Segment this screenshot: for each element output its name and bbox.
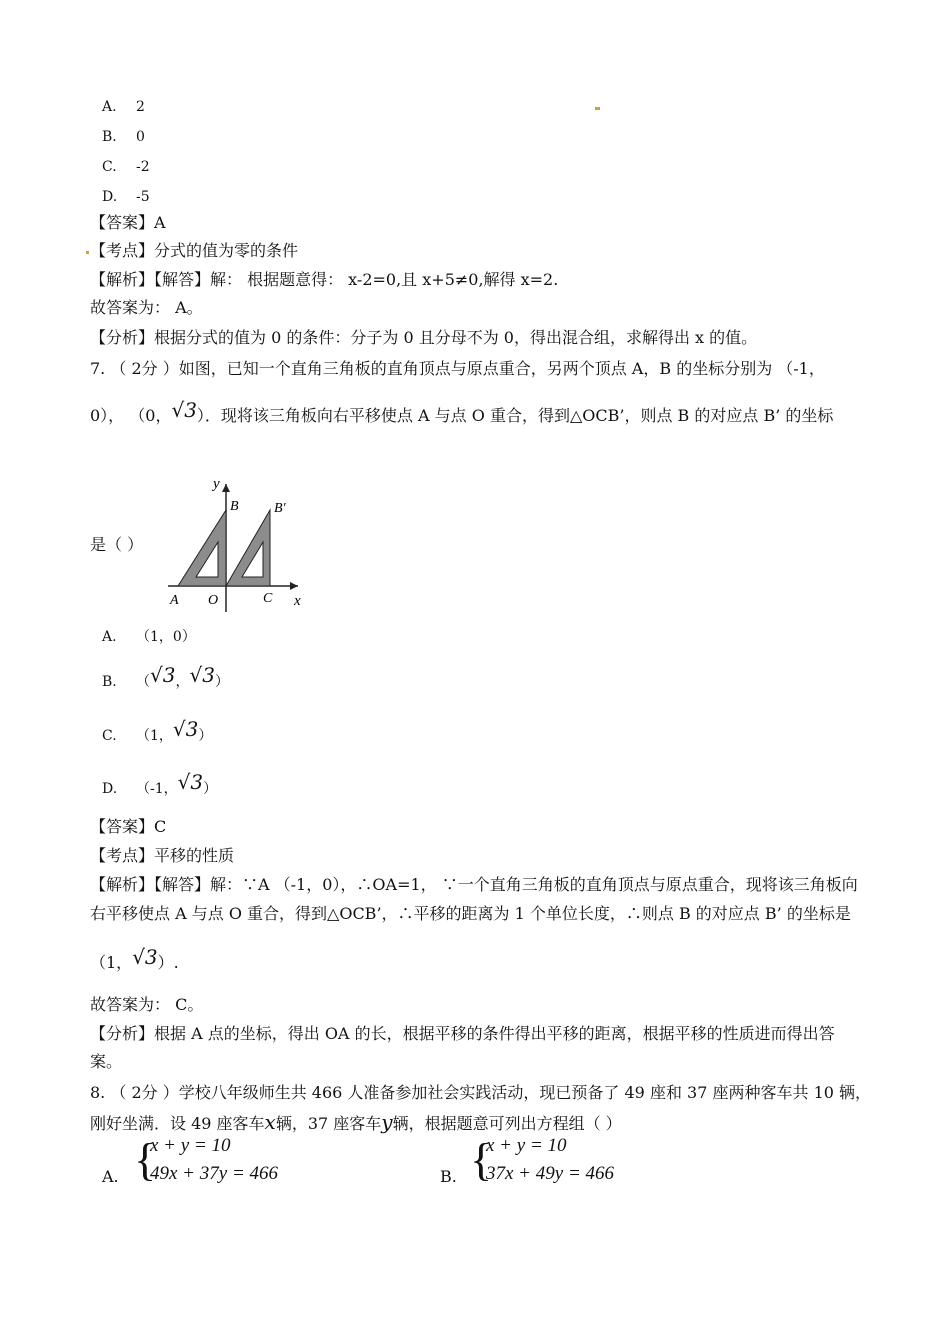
label-o: O	[208, 593, 219, 608]
label-x: x	[294, 593, 301, 609]
q6-option-b: B. 0	[102, 129, 145, 145]
q7-analysis-line3: （1，√3）.	[90, 945, 179, 972]
q7-topic: 【考点】平移的性质	[90, 846, 235, 865]
radical-sqrt3: √3	[177, 770, 204, 794]
q8-option-b-letter: B.	[440, 1167, 457, 1186]
q6-option-d: D. -5	[102, 189, 150, 205]
label-b: B	[230, 499, 239, 514]
q7-option-b: B. （√3，√3）	[102, 663, 229, 690]
brace-icon: {	[470, 1134, 493, 1185]
q8-option-a-letter: A.	[102, 1167, 119, 1186]
q7-option-c: C. （1，√3）	[102, 717, 213, 744]
radical-sqrt3: √3	[171, 398, 197, 422]
q6-conclusion: 故答案为： A。	[90, 298, 203, 317]
y-axis-arrow-icon	[222, 484, 230, 492]
q7-conclusion: 故答案为： C。	[90, 995, 204, 1014]
q7-stem-line3: 是（ ）	[90, 535, 144, 554]
q6-analysis: 【解析】【解答】解： 根据题意得： x-2=0,且 x+5≠0,解得 x=2.	[90, 270, 559, 289]
scan-dot	[86, 251, 89, 254]
label-a: A	[170, 593, 179, 608]
x-axis-arrow-icon	[290, 582, 298, 590]
q8-option-a-equations	[136, 1132, 278, 1188]
q6-answer: 【答案】A	[90, 213, 166, 232]
q8-option-a-eq2: 49x + 37y = 466	[150, 1163, 279, 1184]
brace-icon: {	[134, 1134, 157, 1185]
q7-option-a: A. （1，0）	[102, 629, 196, 645]
q7-summary-line1: 【分析】根据 A 点的坐标，得出 OA 的长，根据平移的条件得出平移的距离，根据平移的性质进而得出答	[90, 1024, 835, 1043]
label-b-prime: B′	[274, 501, 286, 516]
q8-stem-line1: 8. （ 2分 ）学校八年级师生共 466 人准备参加社会实践活动，现已预备了 49 座和 37 座两种客车共 10 辆，	[90, 1083, 872, 1102]
radical-sqrt3: √3	[132, 945, 158, 969]
q8-option-a-eq1: x + y = 10	[150, 1135, 231, 1156]
q6-option-c: C. -2	[102, 159, 150, 175]
q6-topic: 【考点】分式的值为零的条件	[90, 241, 299, 260]
q8-option-b-eq2: 37x + 49y = 466	[486, 1163, 615, 1184]
label-c: C	[263, 591, 273, 606]
label-y: y	[213, 476, 220, 492]
scan-dot	[595, 107, 600, 110]
q7-analysis-line2: 右平移使点 A 与点 O 重合，得到△OCB’，∴平移的距离为 1 个单位长度，∴则点 B 的对应点 B’ 的坐标是	[90, 904, 851, 923]
q7-triangle-figure	[160, 470, 310, 615]
q7-option-d: D. （-1，√3）	[102, 770, 218, 797]
q6-option-a: A. 2	[102, 99, 145, 115]
q7-answer: 【答案】C	[90, 817, 167, 836]
q8-option-b-equations	[472, 1132, 614, 1188]
q7-summary-line2: 案。	[90, 1052, 123, 1071]
radical-sqrt3: √3	[189, 663, 215, 687]
q8-stem-line2: 刚好坐满．设 49 座客车x辆，37 座客车y辆，根据题意可列出方程组（ ）	[90, 1110, 622, 1134]
q7-stem-line1: 7. （ 2分 ）如图，已知一个直角三角板的直角顶点与原点重合，另两个顶点 A，B 的坐标分别为 （-1，	[90, 359, 825, 378]
radical-sqrt3: √3	[172, 717, 199, 741]
q6-summary: 【分析】根据分式的值为 0 的条件：分子为 0 且分母不为 0，得出混合组，求解得出 x 的值。	[90, 328, 758, 347]
q7-stem-line2: 0）， （0，√3）．现将该三角板向右平移使点 A 与点 O 重合，得到△OCB’，则点 B 的对应点 B’ 的坐标	[90, 398, 834, 425]
q8-option-b-eq1: x + y = 10	[486, 1135, 567, 1156]
radical-sqrt3: √3	[150, 663, 176, 687]
q7-analysis-line1: 【解析】【解答】解：∵A （-1，0），∴OA=1， ∵一个直角三角板的直角顶点与原点重合，现将该三角板向	[90, 875, 858, 894]
